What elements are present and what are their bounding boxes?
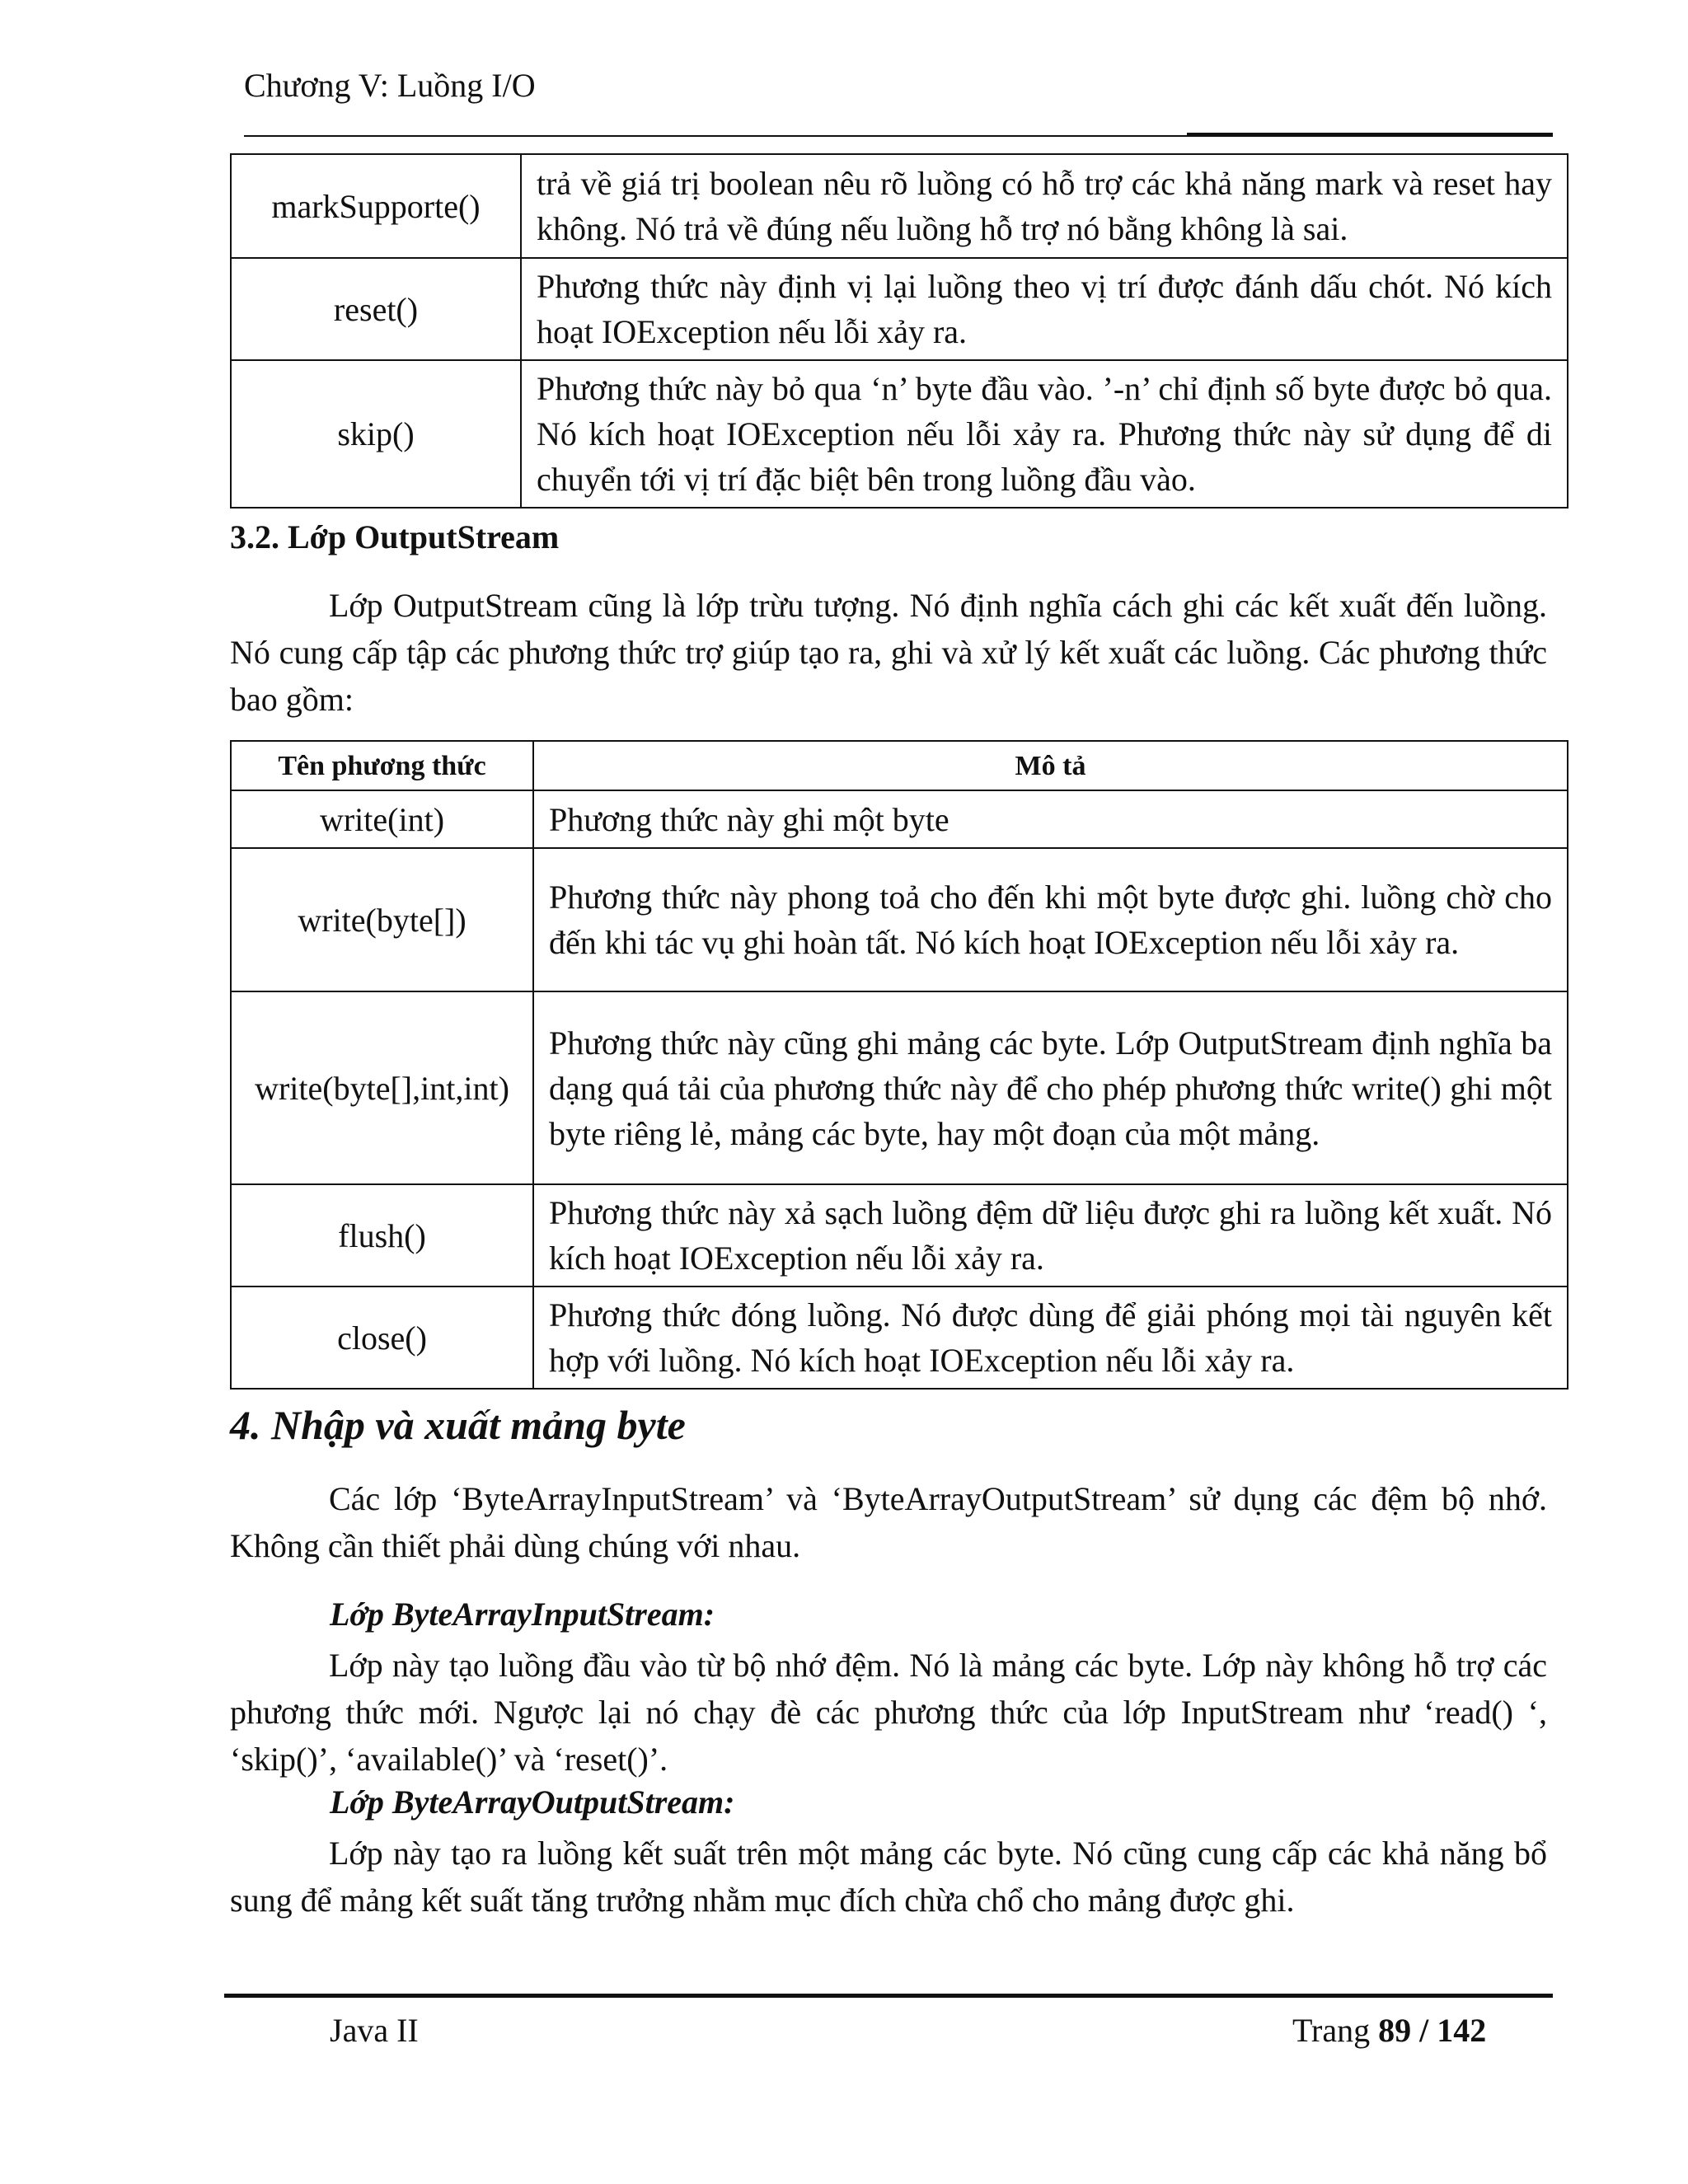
method-name: write(int) bbox=[231, 790, 533, 848]
header-divider-accent bbox=[1187, 133, 1553, 137]
method-description: Phương thức này cũng ghi mảng các byte. Lớp OutputStream định nghĩa ba dạng quá tải của phương thức này để cho phép phương thức write() ghi một byte riêng lẻ, mảng các byte, hay một đoạn của một mảng. bbox=[533, 991, 1568, 1184]
header-divider bbox=[244, 135, 1187, 137]
page-number bbox=[1292, 2011, 1486, 2050]
method-name: markSupporte() bbox=[231, 154, 521, 258]
section-paragraph: Các lớp ‘ByteArrayInputStream’ và ‘ByteArrayOutputStream’ sử dụng các đệm bộ nhớ. Không cần thiết phải dùng chúng với nhau. bbox=[230, 1480, 1547, 1564]
table-row bbox=[231, 360, 1568, 508]
column-header-method: Tên phương thức bbox=[231, 741, 533, 790]
column-header-description: Mô tả bbox=[533, 741, 1568, 790]
method-name: skip() bbox=[231, 360, 521, 508]
table-row bbox=[231, 258, 1568, 360]
table-row bbox=[231, 154, 1568, 258]
method-name: write(byte[],int,int) bbox=[231, 991, 533, 1184]
method-description: Phương thức này bỏ qua ‘n’ byte đầu vào. ’-n’ chỉ định số byte được bỏ qua. Nó kích hoạt IOException nếu lỗi xảy ra. Phương thức này sử dụng để di chuyển tới vị trí đặc biệt bên trong luồng đầu vào. bbox=[521, 360, 1568, 508]
outputstream-methods-table bbox=[230, 740, 1568, 1390]
method-description: Phương thức này định vị lại luồng theo vị trí được đánh dấu chót. Nó kích hoạt IOException nếu lỗi xảy ra. bbox=[521, 258, 1568, 360]
chapter-title: Chương V: Luồng I/O bbox=[244, 67, 536, 104]
class-paragraph: Lớp này tạo ra luồng kết suất trên một mảng các byte. Nó cũng cung cấp các khả năng bổ sung để mảng kết suất tăng trưởng nhằm mục đích chừa chổ cho mảng được ghi. bbox=[230, 1835, 1547, 1919]
table-row bbox=[231, 1286, 1568, 1389]
section-heading: 4. Nhập và xuất mảng byte bbox=[230, 1402, 686, 1448]
table-row bbox=[231, 991, 1568, 1184]
table-row bbox=[231, 1184, 1568, 1286]
method-description: trả về giá trị boolean nêu rõ luồng có hỗ trợ các khả năng mark và reset hay không. Nó trả về đúng nếu luồng hỗ trợ nó bằng không là sai. bbox=[521, 154, 1568, 258]
section-paragraph: Lớp OutputStream cũng là lớp trừu tượng. Nó định nghĩa cách ghi các kết xuất đến luồng. Nó cung cấp tập các phương thức trợ giúp tạo ra, ghi và xử lý kết xuất các luồng. Các phương thức bao gồm: bbox=[230, 587, 1547, 718]
page-current: 89 bbox=[1378, 2012, 1412, 2049]
method-description: Phương thức đóng luồng. Nó được dùng để giải phóng mọi tài nguyên kết hợp với luồng. Nó kích hoạt IOException nếu lỗi xảy ra. bbox=[533, 1286, 1568, 1389]
method-description: Phương thức này xả sạch luồng đệm dữ liệu được ghi ra luồng kết xuất. Nó kích hoạt IOException nếu lỗi xảy ra. bbox=[533, 1184, 1568, 1286]
table-header-row bbox=[231, 741, 1568, 790]
method-name: flush() bbox=[231, 1184, 533, 1286]
method-name: close() bbox=[231, 1286, 533, 1389]
table-row bbox=[231, 848, 1568, 991]
class-heading: Lớp ByteArrayInputStream: bbox=[330, 1596, 715, 1633]
inputstream-methods-table bbox=[230, 153, 1568, 509]
section-heading: 3.2. Lớp OutputStream bbox=[230, 518, 560, 555]
table-row bbox=[231, 790, 1568, 848]
footer-course: Java II bbox=[330, 2012, 419, 2049]
page-total: 142 bbox=[1437, 2012, 1487, 2049]
method-name: write(byte[]) bbox=[231, 848, 533, 991]
method-description: Phương thức này phong toả cho đến khi một byte được ghi. luồng chờ cho đến khi tác vụ ghi hoàn tất. Nó kích hoạt IOException nếu lỗi xảy ra. bbox=[533, 848, 1568, 991]
footer-divider bbox=[224, 1994, 1553, 1998]
method-name: reset() bbox=[231, 258, 521, 360]
page-label: Trang bbox=[1292, 2012, 1371, 2049]
page-separator: / bbox=[1419, 2012, 1429, 2049]
class-heading: Lớp ByteArrayOutputStream: bbox=[330, 1783, 735, 1821]
class-paragraph: Lớp này tạo luồng đầu vào từ bộ nhớ đệm. Nó là mảng các byte. Lớp này không hỗ trợ các phương thức mới. Ngược lại nó chạy đè các phương thức của lớp InputStream như ‘read() ‘, ‘skip()’, ‘available()’ và ‘reset()’. bbox=[230, 1647, 1547, 1778]
method-description: Phương thức này ghi một byte bbox=[533, 790, 1568, 848]
